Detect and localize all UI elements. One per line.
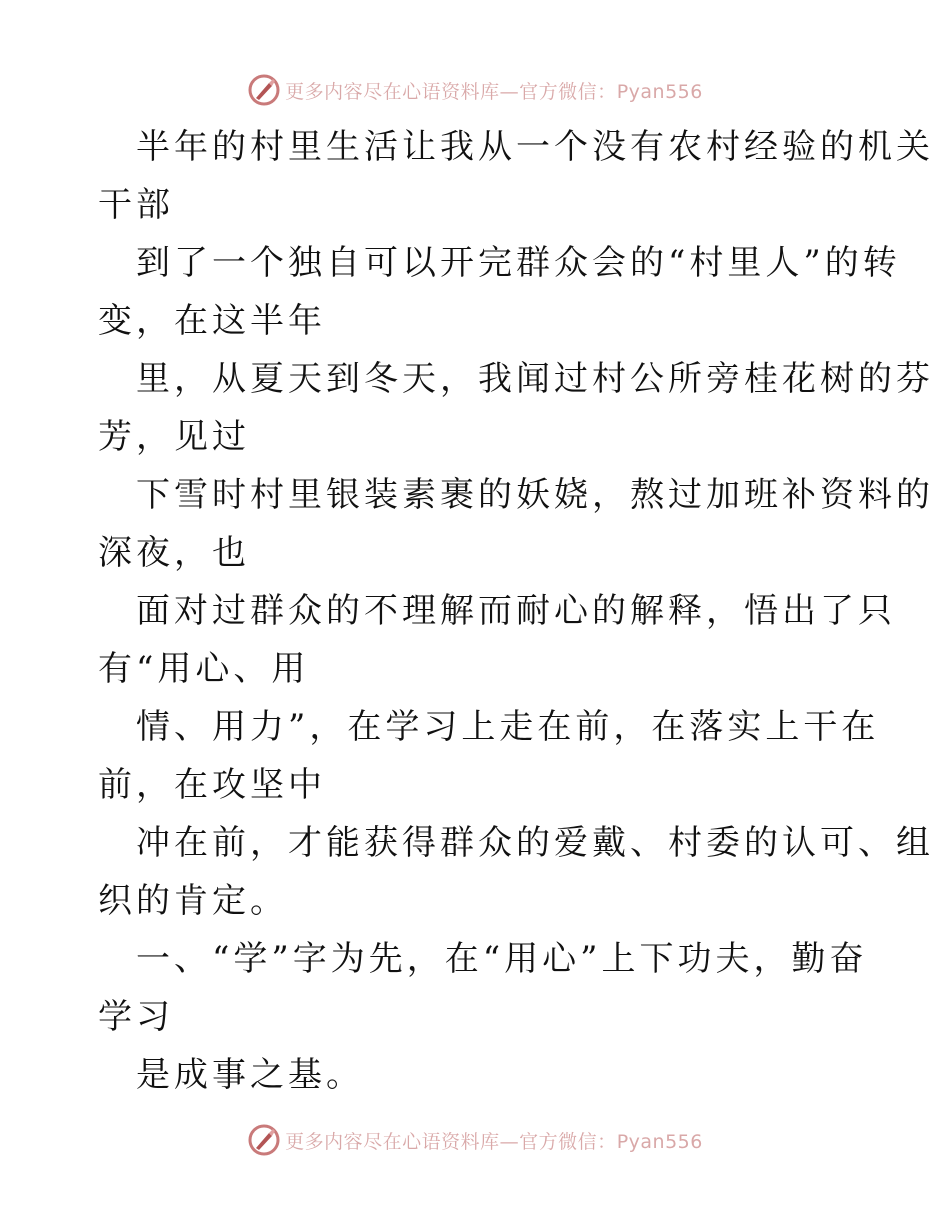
body-line: 一、“学”字为先，在“用心”上下功夫，勤奋 <box>136 939 868 979</box>
pen-logo-icon <box>247 1123 281 1157</box>
pen-logo-icon <box>247 73 281 107</box>
body-line: 变，在这半年 <box>98 301 326 341</box>
body-line: 下雪时村里银装素裹的妖娆，熬过加班补资料的 <box>136 475 934 515</box>
body-line: 前，在攻坚中 <box>98 765 326 805</box>
footer-banner <box>0 1120 950 1160</box>
footer-wechat-label: 官方微信： <box>519 1130 617 1153</box>
footer-separator: — <box>499 1130 520 1153</box>
header-wechat-id: Pyan556 <box>616 80 703 103</box>
header-banner <box>0 70 950 110</box>
body-line: 情、用力”，在学习上走在前，在落实上干在 <box>136 707 880 747</box>
header-separator: — <box>499 80 520 103</box>
header-wechat-label: 官方微信： <box>519 80 617 103</box>
body-line: 干部 <box>98 185 174 225</box>
body-line: 芳，见过 <box>98 417 250 457</box>
body-line: 深夜，也 <box>98 533 250 573</box>
footer-text <box>285 1127 703 1154</box>
body-line: 有“用心、用 <box>98 649 310 689</box>
footer-wechat-id: Pyan556 <box>616 1130 703 1153</box>
body-line: 学习 <box>98 997 174 1037</box>
body-line: 半年的村里生活让我从一个没有农村经验的机关 <box>136 127 934 167</box>
body-line: 是成事之基。 <box>136 1055 364 1095</box>
footer-brand: 更多内容尽在心语资料库 <box>285 1130 500 1153</box>
header-text <box>285 77 703 104</box>
body-line: 到了一个独自可以开完群众会的“村里人”的转 <box>136 243 901 283</box>
body-line: 冲在前，才能获得群众的爱戴、村委的认可、组 <box>136 823 934 863</box>
body-line: 里，从夏天到冬天，我闻过村公所旁桂花树的芬 <box>136 359 934 399</box>
body-line: 织的肯定。 <box>98 881 288 921</box>
body-line: 面对过群众的不理解而耐心的解释，悟出了只 <box>136 591 896 631</box>
document-body <box>98 118 934 1104</box>
header-brand: 更多内容尽在心语资料库 <box>285 80 500 103</box>
